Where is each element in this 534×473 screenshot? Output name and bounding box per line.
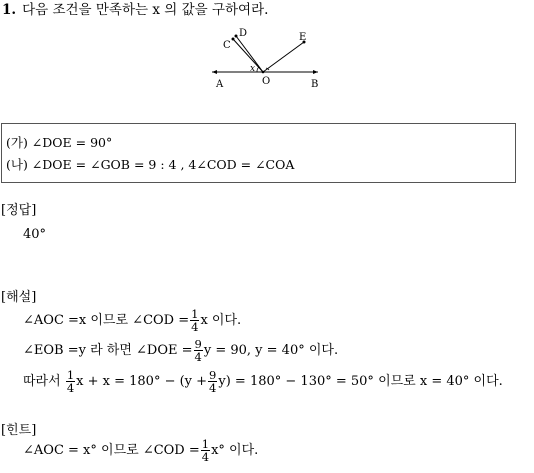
fraction <box>66 369 75 394</box>
label-e: E <box>299 32 307 43</box>
fraction <box>194 338 203 363</box>
fraction-numerator: 9 <box>209 368 217 382</box>
fraction <box>190 308 199 333</box>
fraction-denominator: 4 <box>191 320 199 335</box>
hint-line-a: ∠AOC = x° 이므로 ∠COD = <box>23 443 200 459</box>
label-a: A <box>216 79 224 90</box>
fraction-denominator: 4 <box>201 450 210 465</box>
fraction-numerator: 1 <box>191 307 199 321</box>
question-title <box>2 2 268 19</box>
fraction-denominator: 4 <box>194 350 202 365</box>
conditions-box <box>1 123 516 183</box>
solution-line-3-b: x + x = 180° − (y + <box>76 374 208 390</box>
solution-line-3-c: y) = 180° − 130° = 50° 이므로 x = 40° 이다. <box>218 374 503 390</box>
solution-line-2-b: y = 90, y = 40° 이다. <box>203 343 339 359</box>
solution-line-2-a: ∠EOB =y 라 하면 ∠DOE = <box>23 343 193 359</box>
solution-line-1-a: ∠AOC =x 이므로 ∠COD = <box>23 313 190 329</box>
label-b: B <box>311 79 319 90</box>
fraction-numerator: 9 <box>194 337 202 351</box>
question-number: 1. <box>2 2 17 18</box>
solution-line-1-b: x 이다. <box>200 313 242 329</box>
solution-line-1 <box>23 308 241 333</box>
fraction-numerator: 1 <box>66 368 75 382</box>
solution-line-2 <box>23 338 338 363</box>
fraction <box>208 369 217 394</box>
fraction-denominator: 4 <box>209 381 217 396</box>
condition-na: (나) ∠DOE = ∠GOB = 9 : 4 , 4∠COD = ∠COA <box>6 157 295 172</box>
label-c: C <box>223 40 231 51</box>
fraction-numerator: 1 <box>201 437 210 451</box>
fraction <box>201 438 210 463</box>
hint-line <box>23 438 258 463</box>
solution-label: [해설] <box>1 290 37 305</box>
label-x: x <box>250 64 256 74</box>
answer-value: 40° <box>23 227 47 242</box>
hint-line-b: x° 이다. <box>211 443 259 459</box>
fraction-denominator: 4 <box>66 381 75 396</box>
label-o: O <box>262 76 271 87</box>
label-d: D <box>239 28 248 39</box>
solution-line-3-a: 따라서 <box>23 374 61 390</box>
condition-ga: (가) ∠DOE = 90° <box>6 135 113 150</box>
answer-label: [정답] <box>1 203 37 218</box>
solution-line-3 <box>23 369 503 394</box>
question-text: 다음 조건을 만족하는 x 의 값을 구하여라. <box>22 2 269 18</box>
angle-figure <box>205 26 325 92</box>
hint-label: [힌트] <box>1 423 37 438</box>
